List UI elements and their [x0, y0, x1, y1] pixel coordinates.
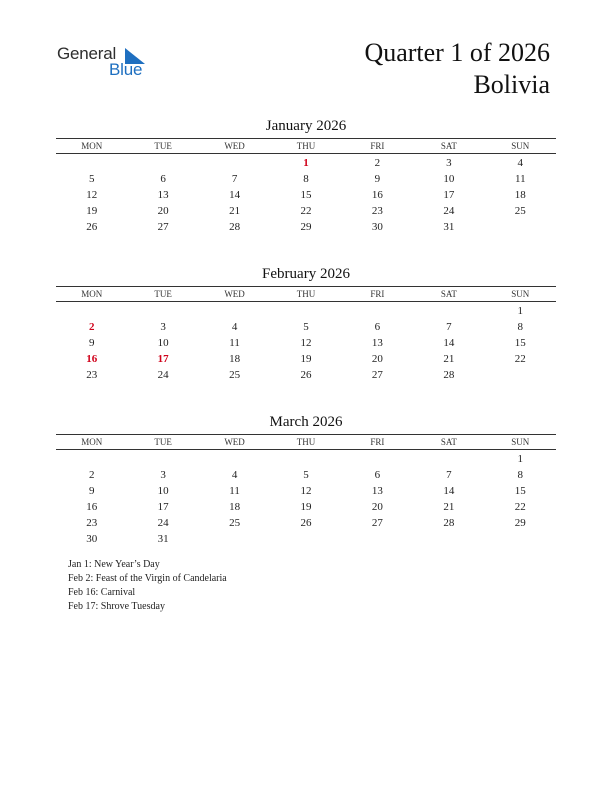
day-cell: 9 — [88, 337, 95, 349]
empty-day-cell — [485, 531, 556, 547]
day-cell: 27 — [371, 517, 383, 529]
week-row — [56, 303, 556, 319]
day-cell: 31 — [157, 533, 169, 545]
weekday-label: FRI — [370, 437, 385, 447]
logo-blue-text: Blue — [109, 60, 143, 79]
day-cell: 26 — [300, 369, 312, 381]
weekday-label: SUN — [511, 437, 530, 447]
empty-day-cell — [342, 451, 413, 467]
empty-day-cell — [127, 155, 198, 171]
weekday-label: WED — [224, 289, 245, 299]
day-cell: 2 — [88, 469, 95, 481]
day-cell: 22 — [300, 205, 312, 217]
weekday-header — [56, 138, 556, 154]
day-cell: 18 — [229, 501, 241, 513]
week-row — [56, 319, 556, 335]
holiday-note: Feb 2: Feast of the Virgin of Candelaria — [68, 573, 227, 584]
month-title: March 2026 — [269, 414, 343, 430]
week-row — [56, 367, 556, 383]
day-cell: 5 — [303, 321, 309, 333]
day-cell: 15 — [514, 337, 526, 349]
day-cell: 30 — [86, 533, 98, 545]
day-cell: 25 — [229, 369, 241, 381]
weekday-label: TUE — [154, 289, 172, 299]
week-row — [56, 499, 556, 515]
holiday-notes — [68, 558, 227, 614]
day-cell: 1 — [517, 305, 524, 317]
day-cell: 21 — [443, 353, 455, 365]
empty-day-cell — [56, 451, 127, 467]
day-cell: 10 — [443, 173, 455, 185]
month-title: February 2026 — [262, 266, 350, 282]
weekday-label: FRI — [370, 141, 385, 151]
day-cell: 16 — [86, 501, 98, 513]
day-cell: 30 — [371, 221, 383, 233]
week-row — [56, 203, 556, 219]
day-cell: 29 — [514, 517, 526, 529]
month-january — [56, 117, 556, 235]
empty-day-cell — [199, 451, 270, 467]
week-row — [56, 451, 556, 467]
day-cell: 28 — [443, 517, 455, 529]
weeks — [56, 302, 556, 383]
weekday-label: WED — [224, 437, 245, 447]
weekday-header — [56, 434, 556, 450]
weekday-label: SUN — [511, 289, 530, 299]
day-cell: 18 — [229, 353, 241, 365]
day-cell: 13 — [371, 485, 383, 497]
week-row — [56, 171, 556, 187]
week-row — [56, 219, 556, 235]
weeks — [56, 154, 556, 235]
day-cell: 20 — [371, 353, 383, 365]
day-cell: 7 — [446, 321, 452, 333]
day-cell: 5 — [303, 469, 309, 481]
day-cell: 26 — [86, 221, 98, 233]
holiday-day-cell: 1 — [303, 157, 309, 169]
day-cell: 7 — [446, 469, 452, 481]
weekday-label: SAT — [440, 289, 457, 299]
day-cell: 18 — [514, 189, 526, 201]
weekday-label: SUN — [511, 141, 530, 151]
day-cell: 3 — [160, 469, 166, 481]
week-row — [56, 351, 556, 367]
country-name: Bolivia — [473, 70, 550, 99]
day-cell: 7 — [231, 173, 238, 185]
weekday-label: SAT — [440, 141, 457, 151]
day-cell: 21 — [229, 205, 241, 217]
day-cell: 6 — [160, 173, 166, 185]
day-cell: 24 — [157, 369, 169, 381]
empty-day-cell — [342, 303, 413, 319]
day-cell: 21 — [443, 501, 455, 513]
empty-day-cell — [270, 451, 341, 467]
week-row — [56, 187, 556, 203]
month-february — [56, 265, 556, 383]
day-cell: 2 — [374, 157, 381, 169]
day-cell: 4 — [231, 469, 238, 481]
day-cell: 19 — [300, 501, 312, 513]
holiday-note: Feb 17: Shrove Tuesday — [68, 601, 165, 612]
day-cell: 12 — [86, 189, 98, 201]
weekday-label: FRI — [370, 289, 385, 299]
day-cell: 8 — [517, 469, 524, 481]
holiday-day-cell: 17 — [157, 353, 169, 365]
day-cell: 24 — [157, 517, 169, 529]
day-cell: 14 — [443, 485, 455, 497]
day-cell: 8 — [303, 173, 309, 185]
day-cell: 22 — [514, 501, 526, 513]
day-cell: 4 — [517, 157, 524, 169]
day-cell: 13 — [371, 337, 383, 349]
quarter-title: Quarter 1 of 2026 — [364, 38, 550, 67]
day-cell: 23 — [86, 369, 98, 381]
day-cell: 10 — [157, 485, 169, 497]
day-cell: 13 — [157, 189, 169, 201]
empty-day-cell — [56, 155, 127, 171]
page-title — [364, 37, 550, 101]
holiday-day-cell: 2 — [88, 321, 95, 333]
day-cell: 14 — [229, 189, 241, 201]
day-cell: 5 — [88, 173, 95, 185]
day-cell: 3 — [446, 157, 452, 169]
day-cell: 1 — [517, 453, 524, 465]
weekday-label: THU — [296, 437, 316, 447]
week-row — [56, 531, 556, 547]
empty-day-cell — [485, 219, 556, 235]
day-cell: 9 — [88, 485, 95, 497]
day-cell: 20 — [157, 205, 169, 217]
week-row — [56, 483, 556, 499]
weekday-label: MON — [81, 437, 103, 447]
day-cell: 24 — [443, 205, 455, 217]
generalblue-logo — [57, 44, 157, 84]
empty-day-cell — [413, 303, 484, 319]
weekday-header — [56, 286, 556, 302]
day-cell: 27 — [157, 221, 169, 233]
day-cell: 14 — [443, 337, 455, 349]
day-cell: 26 — [300, 517, 312, 529]
weekday-label: MON — [81, 289, 103, 299]
weekday-label: THU — [296, 141, 316, 151]
day-cell: 9 — [374, 173, 381, 185]
day-cell: 17 — [157, 501, 169, 513]
day-cell: 8 — [517, 321, 524, 333]
day-cell: 4 — [231, 321, 238, 333]
day-cell: 15 — [300, 189, 312, 201]
day-cell: 6 — [374, 321, 381, 333]
day-cell: 16 — [371, 189, 383, 201]
day-cell: 22 — [514, 353, 526, 365]
empty-day-cell — [270, 531, 341, 547]
day-cell: 31 — [443, 221, 455, 233]
day-cell: 20 — [371, 501, 383, 513]
empty-day-cell — [56, 303, 127, 319]
empty-day-cell — [270, 303, 341, 319]
day-cell: 12 — [300, 337, 312, 349]
day-cell: 25 — [229, 517, 241, 529]
day-cell: 6 — [374, 469, 381, 481]
week-row — [56, 335, 556, 351]
month-title: January 2026 — [265, 118, 347, 134]
day-cell: 10 — [157, 337, 169, 349]
weeks — [56, 450, 556, 547]
weekday-label: THU — [296, 289, 316, 299]
day-cell: 19 — [300, 353, 312, 365]
week-row — [56, 467, 556, 483]
day-cell: 25 — [514, 205, 526, 217]
day-cell: 29 — [300, 221, 312, 233]
empty-day-cell — [413, 451, 484, 467]
day-cell: 17 — [443, 189, 455, 201]
day-cell: 28 — [443, 369, 455, 381]
day-cell: 23 — [371, 205, 383, 217]
empty-day-cell — [199, 303, 270, 319]
day-cell: 11 — [514, 173, 526, 185]
empty-day-cell — [127, 303, 198, 319]
empty-day-cell — [485, 367, 556, 383]
empty-day-cell — [127, 451, 198, 467]
weekday-label: TUE — [154, 141, 172, 151]
holiday-note: Jan 1: New Year’s Day — [68, 559, 160, 570]
day-cell: 27 — [371, 369, 383, 381]
day-cell: 3 — [160, 321, 166, 333]
month-march — [56, 413, 556, 547]
weekday-label: TUE — [154, 437, 172, 447]
weekday-label: WED — [224, 141, 245, 151]
day-cell: 23 — [86, 517, 98, 529]
empty-day-cell — [199, 531, 270, 547]
holiday-day-cell: 16 — [86, 353, 98, 365]
weekday-label: MON — [81, 141, 103, 151]
day-cell: 12 — [300, 485, 312, 497]
holiday-note: Feb 16: Carnival — [68, 587, 136, 598]
empty-day-cell — [413, 531, 484, 547]
day-cell: 11 — [229, 485, 240, 497]
empty-day-cell — [342, 531, 413, 547]
day-cell: 11 — [229, 337, 240, 349]
week-row — [56, 155, 556, 171]
empty-day-cell — [199, 155, 270, 171]
week-row — [56, 515, 556, 531]
day-cell: 15 — [514, 485, 526, 497]
day-cell: 19 — [86, 205, 98, 217]
logo-general-text: General — [57, 44, 117, 63]
weekday-label: SAT — [440, 437, 457, 447]
day-cell: 28 — [229, 221, 241, 233]
